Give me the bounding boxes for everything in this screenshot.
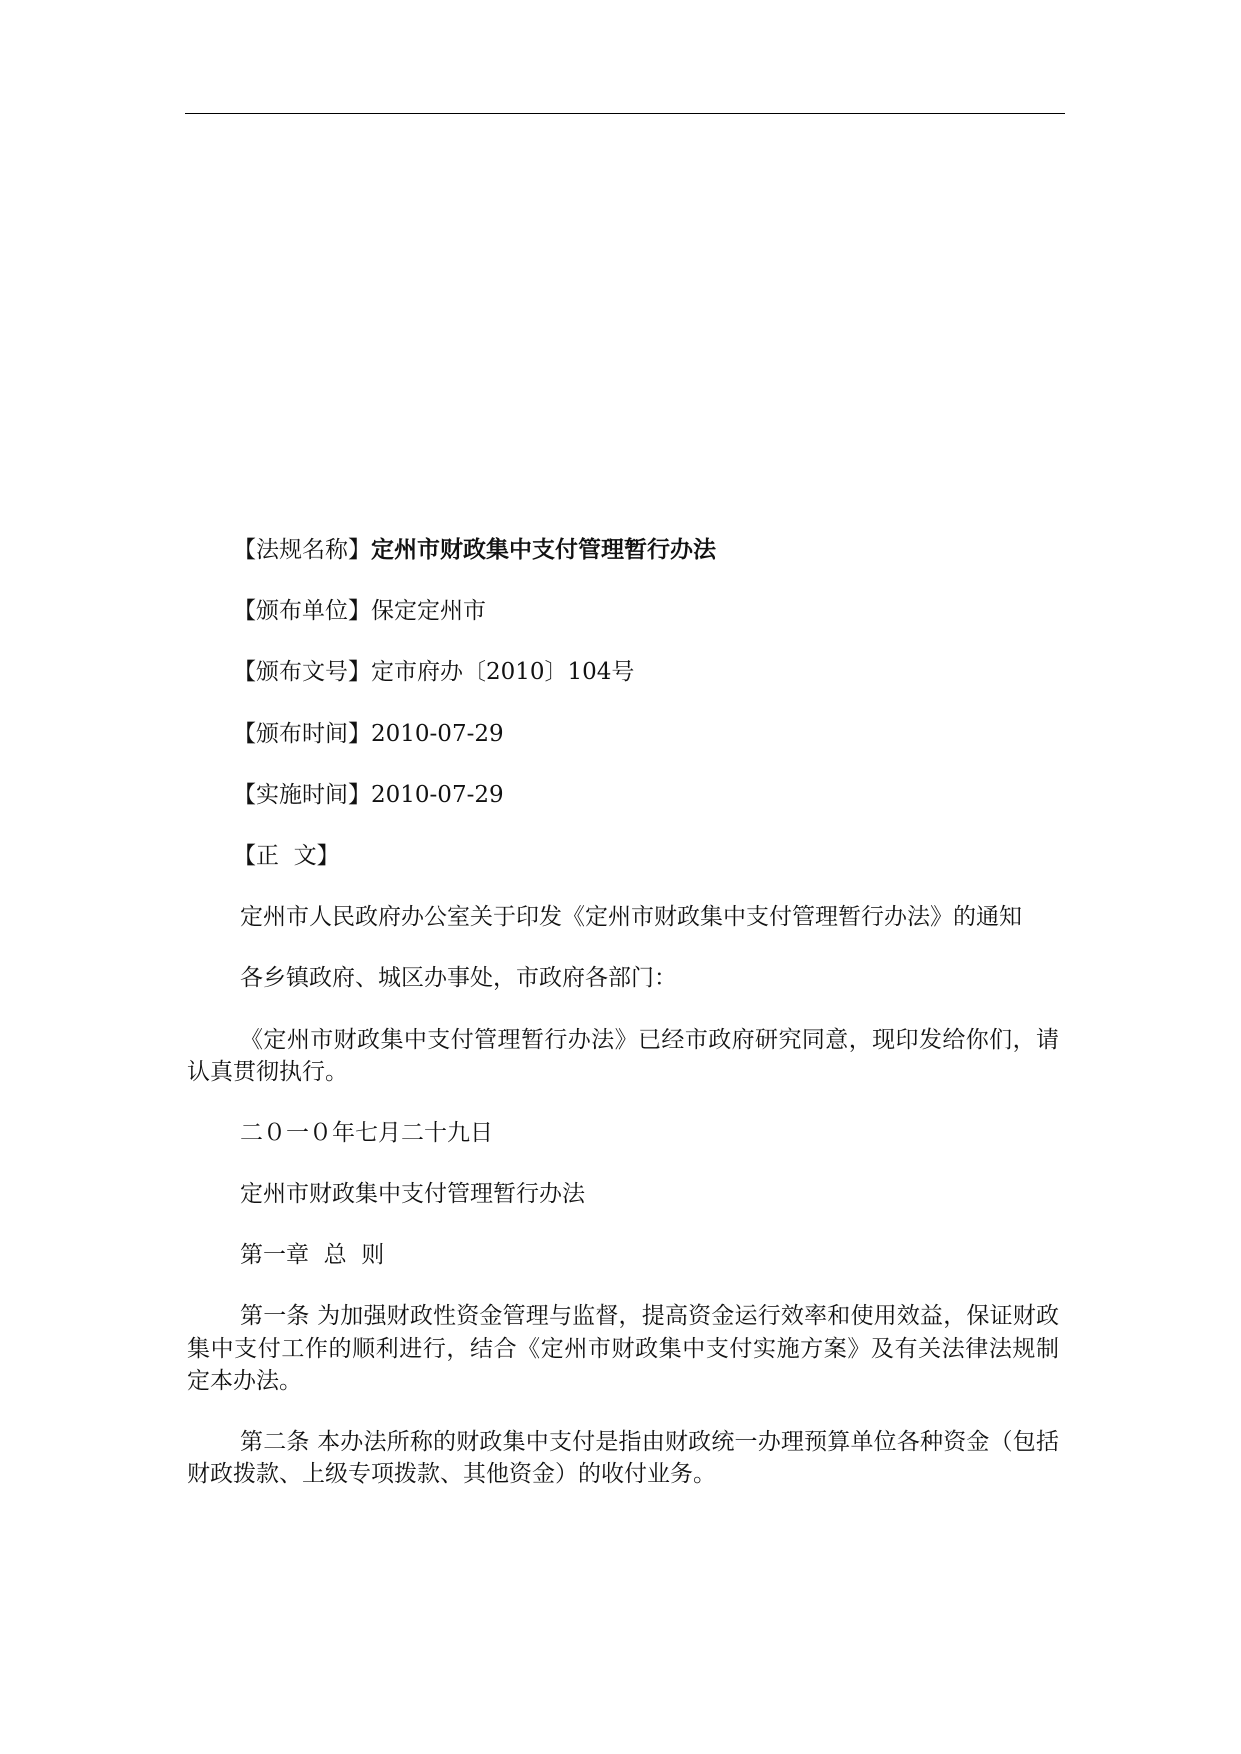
meta-row-issuer	[187, 595, 1059, 627]
meta-row-issue-date	[187, 718, 1059, 750]
header-rule	[185, 113, 1065, 114]
regulation-title: 定州市财政集中支付管理暂行办法	[371, 536, 716, 563]
meta-row-body-heading	[187, 840, 1059, 872]
article-2: 第二条 本办法所称的财政集中支付是指由财政统一办理预算单位各种资金（包括财政拨款、上级专项拨款、其他资金）的收付业务。	[187, 1429, 1059, 1488]
meta-key: 【法规名称】	[233, 537, 371, 563]
meta-row-doc-number	[187, 656, 1059, 688]
issuer-value: 保定定州市	[371, 598, 486, 625]
document-body	[187, 534, 1059, 1519]
meta-row-effective-date	[187, 779, 1059, 811]
meta-row-title	[187, 534, 1059, 566]
meta-key: 【颁布时间】	[233, 720, 371, 747]
notice-date: 二０一０年七月二十九日	[240, 1119, 493, 1146]
regulation-heading: 定州市财政集中支付管理暂行办法	[240, 1181, 585, 1208]
notice-title: 定州市人民政府办公室关于印发《定州市财政集中支付管理暂行办法》的通知	[240, 904, 1022, 931]
issue-date-value: 2010-07-29	[371, 720, 504, 747]
notice-body: 《定州市财政集中支付管理暂行办法》已经市政府研究同意，现印发给你们，请认真贯彻执行。	[187, 1026, 1059, 1085]
meta-key: 【颁布单位】	[233, 598, 371, 625]
article-1: 第一条 为加强财政性资金管理与监督，提高资金运行效率和使用效益，保证财政集中支付工作的顺利进行，结合《定州市财政集中支付实施方案》及有关法律法规制定本办法。	[187, 1303, 1059, 1394]
meta-key: 【正 文】	[233, 842, 340, 869]
chapter-heading: 第一章 总 则	[240, 1242, 385, 1269]
addressee: 各乡镇政府、城区办事处，市政府各部门：	[240, 965, 677, 992]
meta-key: 【颁布文号】	[233, 659, 371, 686]
doc-number-value: 定市府办〔2010〕104号	[371, 659, 635, 686]
meta-key: 【实施时间】	[233, 781, 371, 808]
effective-date-value: 2010-07-29	[371, 781, 504, 808]
